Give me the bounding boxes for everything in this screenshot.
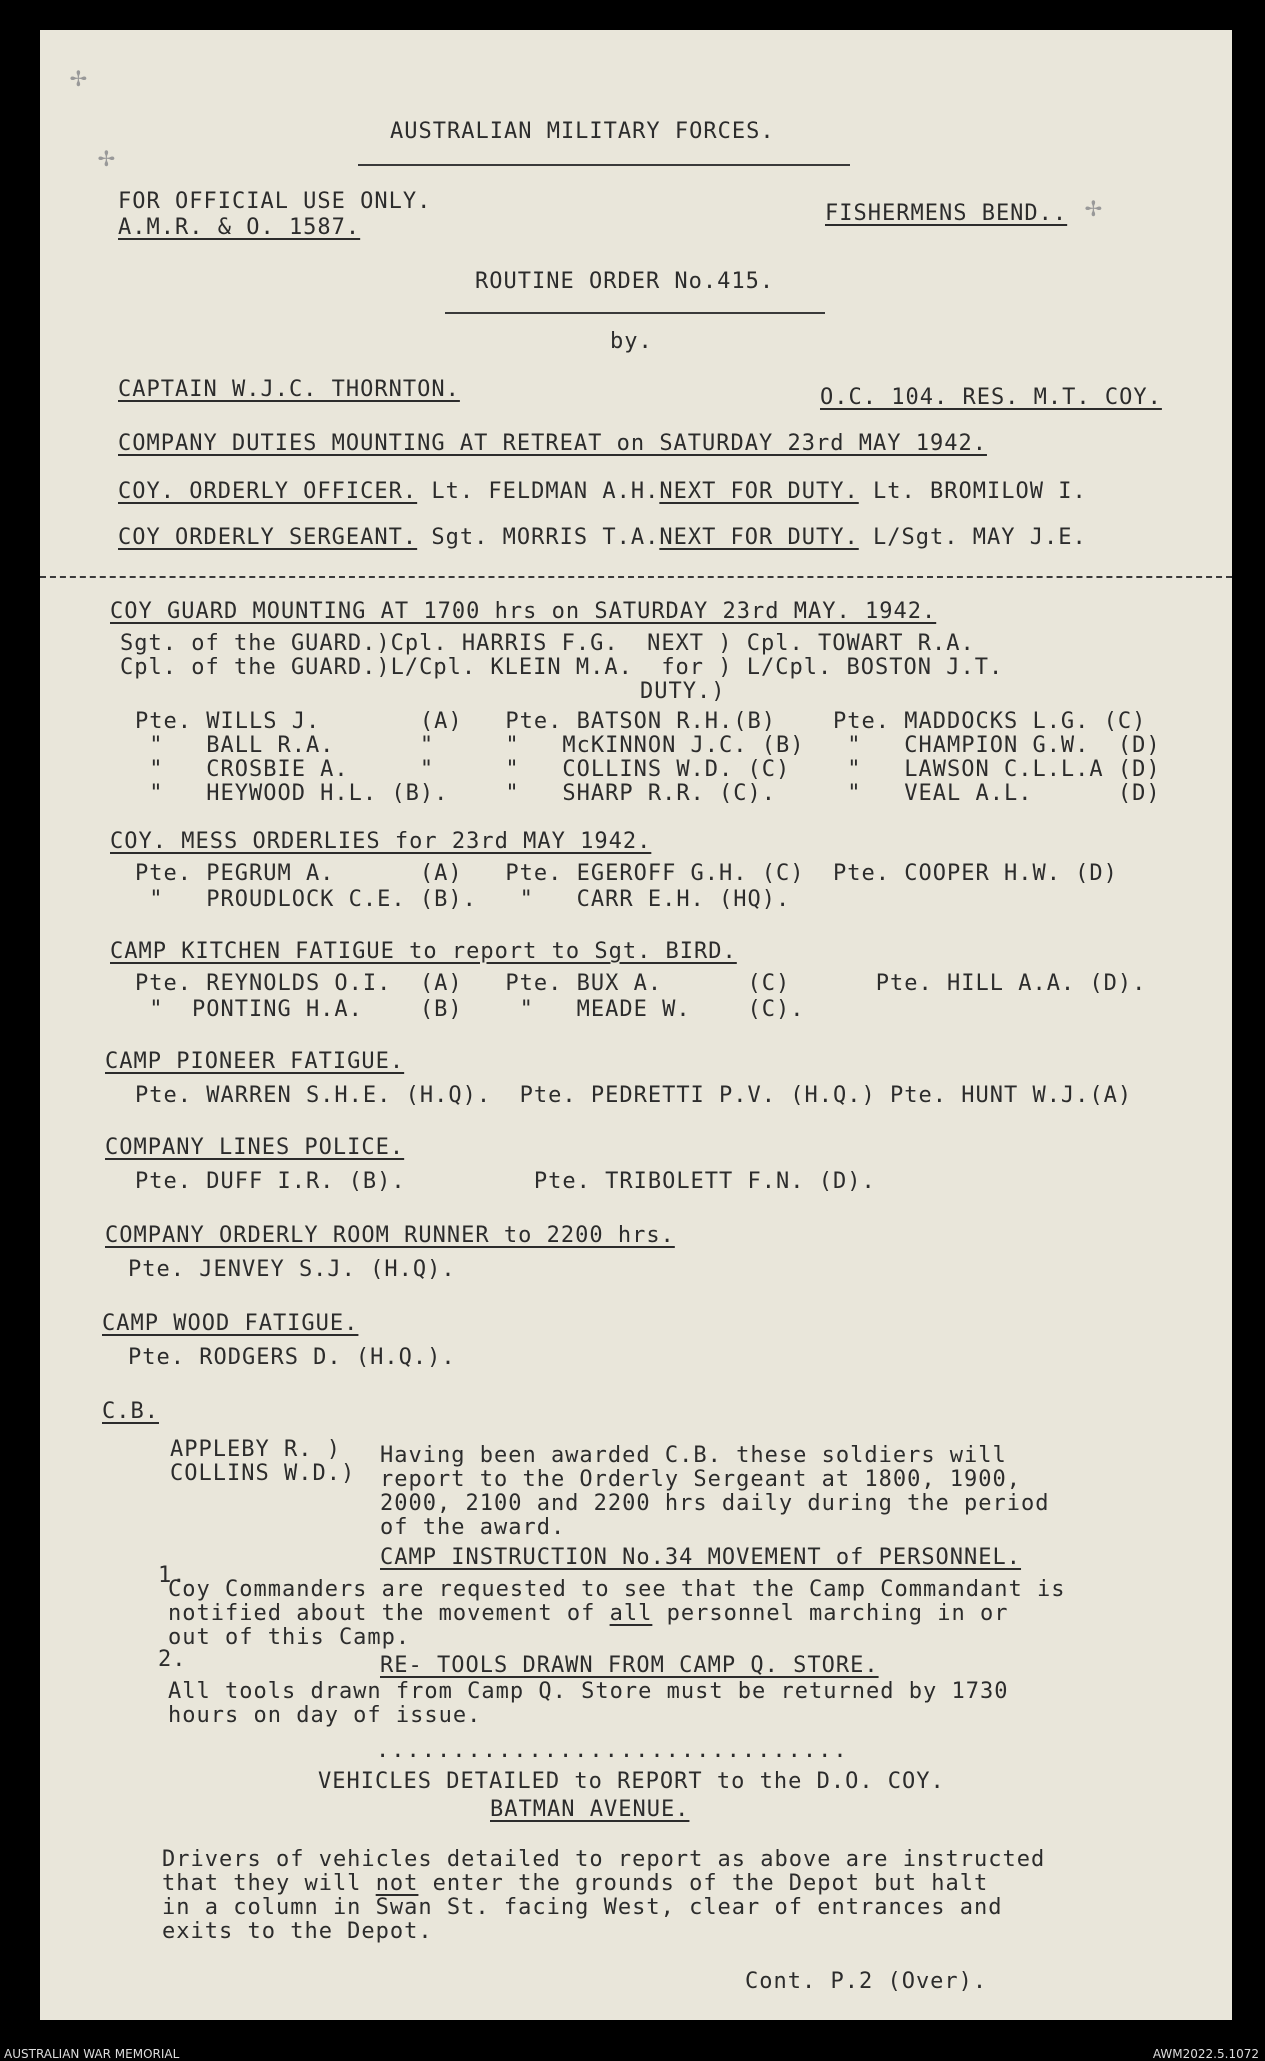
guard-row: Pte. WILLS J. (A) Pte. BATSON R.H.(B) Pte. MADDOCKS L.G. (C) bbox=[135, 709, 1147, 734]
official-use-line: FOR OFFICIAL USE ONLY. bbox=[118, 189, 432, 214]
guard-line-1: Sgt. of the GUARD.)Cpl. HARRIS F.G. NEXT ) Cpl. TOWART R.A. bbox=[120, 631, 975, 656]
vehicles-subheading: BATMAN AVENUE. bbox=[490, 1797, 690, 1822]
punch-hole-mark: ✢ bbox=[70, 60, 87, 93]
location: FISHERMENS BEND.. bbox=[825, 201, 1068, 226]
mess-heading: COY. MESS ORDERLIES for 23rd MAY 1942. bbox=[110, 829, 652, 854]
cb-text: report to the Orderly Sergeant at 1800, 1900, bbox=[380, 1467, 1022, 1492]
orderly-officer-line: COY. ORDERLY OFFICER. Lt. FELDMAN A.H.NEXT FOR DUTY. Lt. BROMILOW I. bbox=[118, 479, 1087, 504]
mess-row: " PROUDLOCK C.E. (B). " CARR E.H. (HQ). bbox=[135, 887, 791, 912]
instruction-text: out of this Camp. bbox=[168, 1625, 411, 1650]
section-separator bbox=[40, 576, 1232, 578]
mess-row: Pte. PEGRUM A. (A) Pte. EGEROFF G.H. (C) Pte. COOPER H.W. (D) bbox=[135, 861, 1118, 886]
runner-row: Pte. JENVEY S.J. (H.Q). bbox=[128, 1257, 456, 1282]
cb-heading: C.B. bbox=[102, 1399, 159, 1424]
captain-name: CAPTAIN W.J.C. THORNTON. bbox=[118, 377, 460, 402]
kitchen-heading: CAMP KITCHEN FATIGUE to report to Sgt. BIRD. bbox=[110, 939, 737, 964]
vehicles-text: in a column in Swan St. facing West, clear of entrances and bbox=[162, 1895, 1003, 1920]
guard-row: " CROSBIE A. " " COLLINS W.D. (C) " LAWSON C.L.L.A (D) bbox=[135, 757, 1161, 782]
tools-heading: RE- TOOLS DRAWN FROM CAMP Q. STORE. bbox=[380, 1653, 879, 1678]
dotted-separator: ............................... bbox=[376, 1738, 849, 1763]
guard-row: " BALL R.A. " " McKINNON J.C. (B) " CHAMPION G.W. (D) bbox=[135, 733, 1161, 758]
oc-unit: O.C. 104. RES. M.T. COY. bbox=[820, 385, 1162, 410]
vehicles-text: Drivers of vehicles detailed to report as above are instructed bbox=[162, 1847, 1046, 1872]
punch-hole-mark: ✢ bbox=[1085, 190, 1102, 223]
kitchen-row: Pte. REYNOLDS O.I. (A) Pte. BUX A. (C) Pte. HILL A.A. (D). bbox=[135, 971, 1147, 996]
title-rule bbox=[358, 164, 850, 166]
order-rule bbox=[445, 312, 825, 314]
instruction-number: 2. bbox=[158, 1647, 187, 1672]
vehicles-heading: VEHICLES DETAILED to REPORT to the D.O. COY. bbox=[318, 1769, 945, 1794]
order-by: by. bbox=[610, 329, 653, 354]
instruction-text: notified about the movement of all personnel marching in or bbox=[168, 1601, 1009, 1626]
guard-line-2: Cpl. of the GUARD.)L/Cpl. KLEIN M.A. for ) L/Cpl. BOSTON J.T. bbox=[120, 655, 1004, 680]
pioneer-row: Pte. WARREN S.H.E. (H.Q). Pte. PEDRETTI P.V. (H.Q.) Pte. HUNT W.J.(A) bbox=[135, 1083, 1133, 1108]
punch-hole-mark: ✢ bbox=[98, 140, 115, 173]
document-page bbox=[40, 30, 1232, 2020]
kitchen-row: " PONTING H.A. (B) " MEADE W. (C). bbox=[135, 997, 805, 1022]
cb-text: of the award. bbox=[380, 1515, 566, 1540]
instruction-number: 1. bbox=[158, 1563, 187, 1588]
amr-reference: A.M.R. & O. 1587. bbox=[118, 215, 361, 240]
tools-text: hours on day of issue. bbox=[168, 1703, 482, 1728]
orderly-sergeant-line: COY ORDERLY SERGEANT. Sgt. MORRIS T.A.NEXT FOR DUTY. L/Sgt. MAY J.E. bbox=[118, 525, 1087, 550]
continuation-note: Cont. P.2 (Over). bbox=[745, 1969, 988, 1994]
wood-row: Pte. RODGERS D. (H.Q.). bbox=[128, 1345, 456, 1370]
guard-row: " HEYWOOD H.L. (B). " SHARP R.R. (C). " VEAL A.L. (D) bbox=[135, 781, 1161, 806]
police-row: Pte. DUFF I.R. (B). Pte. TRIBOLETT F.N. (D). bbox=[135, 1169, 876, 1194]
cb-text: 2000, 2100 and 2200 hrs daily during the period bbox=[380, 1491, 1050, 1516]
guard-line-3: DUTY.) bbox=[640, 679, 726, 704]
vehicles-text: that they will not enter the grounds of the Depot but halt bbox=[162, 1871, 989, 1896]
police-heading: COMPANY LINES POLICE. bbox=[105, 1135, 405, 1160]
archive-reference: AWM2022.5.1072 bbox=[1152, 2047, 1259, 2061]
duties-heading: COMPANY DUTIES MOUNTING AT RETREAT on SATURDAY 23rd MAY 1942. bbox=[118, 431, 987, 456]
runner-heading: COMPANY ORDERLY ROOM RUNNER to 2200 hrs. bbox=[105, 1223, 675, 1248]
pioneer-heading: CAMP PIONEER FATIGUE. bbox=[105, 1049, 405, 1074]
routine-order-title: ROUTINE ORDER No.415. bbox=[475, 269, 775, 294]
wood-heading: CAMP WOOD FATIGUE. bbox=[102, 1311, 359, 1336]
instruction-text: Coy Commanders are requested to see that the Camp Commandant is bbox=[168, 1577, 1066, 1602]
archive-credit: AUSTRALIAN WAR MEMORIAL bbox=[4, 2047, 180, 2061]
cb-text: Having been awarded C.B. these soldiers will bbox=[380, 1443, 1007, 1468]
cb-name: APPLEBY R. ) bbox=[170, 1437, 341, 1462]
guard-heading: COY GUARD MOUNTING AT 1700 hrs on SATURDAY 23rd MAY. 1942. bbox=[110, 599, 937, 624]
instruction-heading: CAMP INSTRUCTION No.34 MOVEMENT of PERSONNEL. bbox=[380, 1545, 1022, 1570]
tools-text: All tools drawn from Camp Q. Store must be returned by 1730 bbox=[168, 1679, 1009, 1704]
vehicles-text: exits to the Depot. bbox=[162, 1919, 433, 1944]
document-title: AUSTRALIAN MILITARY FORCES. bbox=[390, 119, 775, 144]
cb-name: COLLINS W.D.) bbox=[170, 1461, 356, 1486]
